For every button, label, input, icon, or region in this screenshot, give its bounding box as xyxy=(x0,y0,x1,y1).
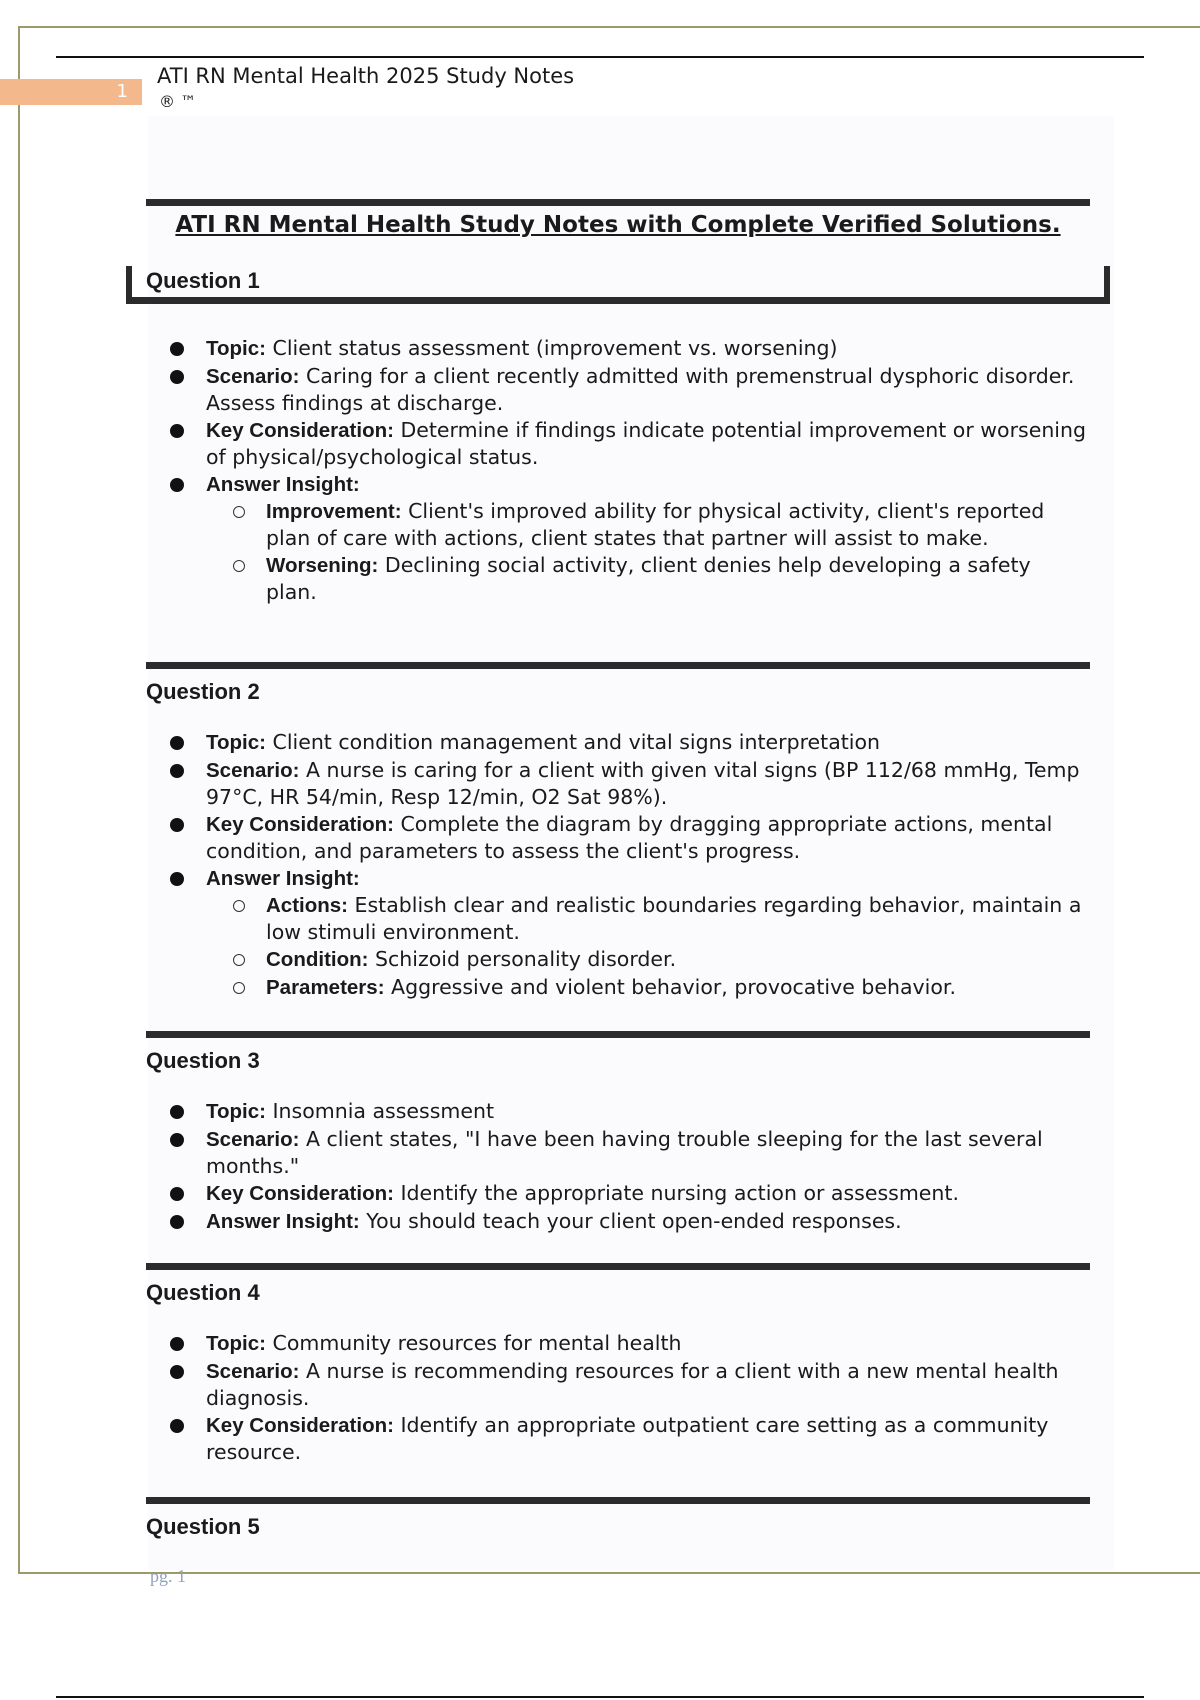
document-title: ATI RN Mental Health Study Notes with Complete Verified Solutions. xyxy=(146,199,1090,238)
list-item: Topic: Client status assessment (improvement vs. worsening) xyxy=(206,335,1086,362)
sub-list-item: Actions: Establish clear and realistic boundaries regarding behavior, maintain a low stimuli environment. xyxy=(266,892,1086,945)
header-rule xyxy=(56,56,1144,58)
list-item: Key Consideration: Identify an appropriate outpatient care setting as a community resource. xyxy=(206,1412,1086,1465)
list-item: Scenario: A client states, "I have been having trouble sleeping for the last several months." xyxy=(206,1126,1086,1179)
question-2-list xyxy=(206,729,1086,1002)
question-2-heading: Question 2 xyxy=(146,662,1090,705)
page-footer-label: pg. 1 xyxy=(150,1566,186,1586)
list-item: Scenario: Caring for a client recently admitted with premenstrual dysphoric disorder. Assess findings at discharge. xyxy=(206,363,1086,416)
list-item: Key Consideration: Complete the diagram by dragging appropriate actions, mental condition, and parameters to assess the client's progress. xyxy=(206,811,1086,864)
question-1-frame xyxy=(126,266,1110,304)
sub-list-item: Condition: Schizoid personality disorder. xyxy=(266,946,1086,973)
list-item: Key Consideration: Identify the appropriate nursing action or assessment. xyxy=(206,1180,1086,1207)
list-item: Answer Insight: Actions: Establish clear and realistic boundaries regarding behavior, maintain a low stimuli environment. Condition: Schizoid personality disorder. Parameters: Aggressive and violent behavior, provocative behavior. xyxy=(206,865,1086,1001)
list-item: Scenario: A nurse is caring for a client with given vital signs (BP 112/68 mmHg, Temp 97°C, HR 54/min, Resp 12/min, O2 Sat 98%). xyxy=(206,757,1086,810)
question-4-list xyxy=(206,1330,1086,1466)
footer-rule xyxy=(56,1696,1144,1698)
question-5-heading: Question 5 xyxy=(146,1497,1090,1540)
question-4-heading: Question 4 xyxy=(146,1263,1090,1306)
list-item: Key Consideration: Determine if findings indicate potential improvement or worsening of physical/psychological status. xyxy=(206,418,1087,469)
list-item: Answer Insight: You should teach your client open-ended responses. xyxy=(206,1208,1086,1235)
question-1-list xyxy=(206,335,1086,606)
list-item: Topic: Insomnia assessment xyxy=(206,1098,1086,1125)
question-3-list xyxy=(206,1098,1086,1236)
trademark-marks: ® ™ xyxy=(159,92,197,111)
list-item: Answer Insight: Improvement: Client's improved ability for physical activity, client's reported plan of care with actions, client states that partner will assist to make. Worsening: Declining social activity, client denies help developing a safety plan. xyxy=(206,471,1086,605)
question-3-heading: Question 3 xyxy=(146,1031,1090,1074)
list-item: Topic: Community resources for mental health xyxy=(206,1330,1086,1357)
sub-list-item: Parameters: Aggressive and violent behavior, provocative behavior. xyxy=(266,974,1086,1001)
list-item: Scenario: A nurse is recommending resources for a client with a new mental health diagnosis. xyxy=(206,1358,1086,1411)
header-title: ATI RN Mental Health 2025 Study Notes xyxy=(157,64,575,88)
list-item: Topic: Client condition management and vital signs interpretation xyxy=(206,729,1086,756)
sub-list-item: Worsening: Declining social activity, client denies help developing a safety plan. xyxy=(266,552,1086,605)
page-number-badge: 1 xyxy=(0,79,142,105)
sub-list-item: Improvement: Client's improved ability for physical activity, client's reported plan of care with actions, client states that partner will assist to make. xyxy=(266,498,1086,551)
question-1-heading: Question 1 xyxy=(146,268,260,293)
